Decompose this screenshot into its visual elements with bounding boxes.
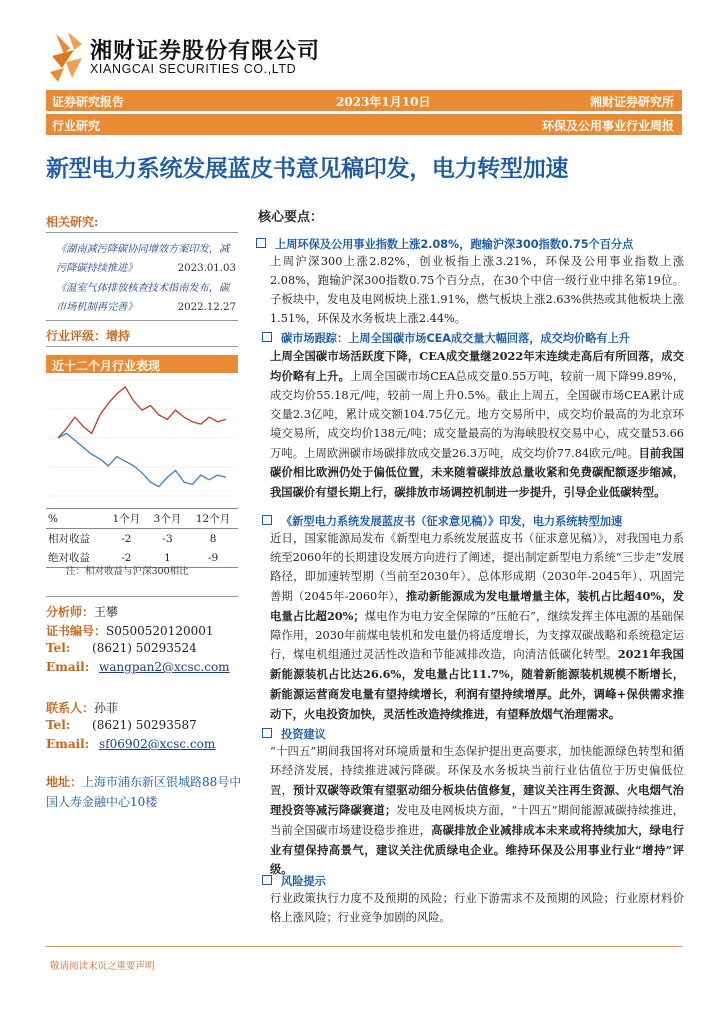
performance-note: 注：相对收益与沪深300相比	[66, 566, 189, 577]
table-header: 1个月	[112, 513, 141, 525]
related-link-2[interactable]: 《温室气体排放核查技术指南发布，碳市场机制再完善》 2022.12.27	[56, 283, 236, 313]
address: 地址：上海市浦东新区银城路88号中国人寿金融中心10楼	[46, 775, 242, 809]
section-heading-index: 上周环保及公用事业指数上涨2.08%，跑输沪深300指数0.75个百分点	[256, 236, 686, 252]
contact-email-link[interactable]: sf06902@xcsc.com	[99, 737, 216, 751]
divider	[46, 320, 238, 321]
core-points-heading: 核心要点：	[258, 210, 324, 225]
table-cell: -2	[121, 532, 132, 545]
table-cell: 绝对收益	[48, 552, 90, 564]
footer-divider	[46, 946, 682, 947]
divider	[46, 232, 238, 233]
footer-disclaimer: 敬请阅读末页之重要声明	[50, 961, 155, 972]
table-header: %	[48, 512, 58, 525]
table-cell: 1	[164, 551, 171, 564]
section-heading-carbon: 碳市场跟踪：上周全国碳市场CEA成交量大幅回落，成交均价略有上升	[262, 330, 692, 346]
chart-title: 近十二个月行业表现	[46, 355, 238, 373]
performance-chart	[46, 376, 238, 500]
table-header: 3个月	[153, 513, 182, 525]
company-name-en: XIANGCAI SECURITIES CO.,LTD	[90, 62, 297, 76]
header-bar-1	[46, 90, 682, 111]
section-heading-risk: 风险提示	[262, 873, 692, 889]
report-category: 行业研究	[52, 119, 101, 133]
related-research-heading: 相关研究:	[46, 215, 99, 229]
table-cell: -3	[162, 532, 173, 545]
analyst-email-link[interactable]: wangpan2@xcsc.com	[99, 660, 230, 674]
sector-weekly: 环保及公用事业行业周报	[541, 119, 674, 133]
square-bullet-icon	[262, 875, 272, 885]
contact-tel: Tel: (8621) 50293587	[46, 718, 197, 732]
para-index: 上周沪深300上涨2.82%，创业板指上涨3.21%，环保及公用事业指数上涨2.08%，跑输沪深300指数0.75个百分点，在30个中信一级行业中排名第19位。子板块中，发电及电网板块上涨1.91%，燃气板块上涨2.63%供热或其他板块上涨1.51%，环保及水务板块上涨2.44%。	[270, 255, 684, 325]
header-bar-2	[46, 114, 682, 135]
contact-email: Email: sf06902@xcsc.com	[46, 737, 216, 751]
rating-value: 增持	[106, 329, 131, 343]
square-bullet-icon	[262, 728, 272, 738]
table-header-row	[46, 509, 238, 529]
analyst: 分析师：王攀	[46, 605, 119, 619]
para-carbon: 上周全国碳市场活跃度下降，CEA成交量继2022年末连续走高后有所回落，成交均价略有上升。上周全国碳市场CEA总成交量0.55万吨，较前一周下降99.89%，成交均价55.18元/吨，较前一周上升0.5%。截止上周五，全国碳市场CEA累计成交量2.3亿吨，累计成交额104.75亿元。地方交易所中，成交均价最高的为北京环境交易所，成交均价138元/吨；成交量最高的为海峡股权交易中心，成交量53.66万吨。上周欧洲碳市场碳排放成交量26.3万吨，成交均价77.84欧元/吨。目前我国碳价相比欧洲仍处于偏低位置，未来随着碳排放总量收紧和免费碳配额逐步缩减，我国碳价有望长期上行，碳排放市场调控机制进一步提升，引导企业低碳转型。	[270, 349, 684, 500]
table-cell: 8	[209, 532, 217, 545]
page-title: 新型电力系统发展蓝皮书意见稿印发，电力转型加速	[46, 156, 569, 182]
series-line-1	[58, 433, 226, 486]
divider	[46, 596, 238, 597]
table-cell: -2	[121, 551, 132, 564]
analyst-tel: Tel: (8621) 50293524	[46, 641, 197, 655]
table-cell: -9	[207, 551, 219, 564]
section-heading-advice: 投资建议	[262, 726, 692, 742]
square-bullet-icon	[262, 515, 272, 525]
certificate: 证书编号：S0500520120001	[46, 624, 214, 638]
report-date: 2023年1月10日	[336, 95, 431, 109]
divider	[46, 346, 238, 347]
para-advice: “十四五”期间我国将对环境质量和生态保护提出更高要求，加快能源绿色转型和循环经济发展，持续推进减污降碳。环保及水务板块当前行业估值位于历史偏低位置，预计双碳等政策有望驱动细分板块估值修复，建议关注再生资源、火电烟气治理投资等减污降碳赛道；发电及电网板块方面，“十四五”期间能源减碳持续推进，当前全国碳市场建设稳步推进，高碳排放企业减排成本未来或将持续加大，绿电行业有望保持高景气，建议关注优质绿电企业。维持环保及公用事业行业“增持”评级。	[270, 745, 684, 877]
square-bullet-icon	[262, 332, 272, 342]
logo-mark-icon	[46, 28, 88, 84]
report-type: 证券研究报告	[52, 95, 125, 109]
company-name-cn: 湘财证券股份有限公司	[90, 39, 321, 64]
table-header: 12个月	[195, 513, 231, 525]
contact-person: 联系人：孙菲	[46, 701, 119, 715]
series-line-0	[58, 387, 226, 438]
section-heading-bluebook: 《新型电力系统发展蓝皮书（征求意见稿）》印发，电力系统转型加速	[262, 513, 692, 529]
square-bullet-icon	[256, 238, 266, 248]
table-row	[46, 529, 238, 549]
institute: 湘财证券研究所	[589, 95, 674, 109]
industry-rating: 行业评级：增持	[46, 329, 131, 343]
para-bluebook: 近日，国家能源局发布《新型电力系统发展蓝皮书（征求意见稿）》，对我国电力系统至2060年的长期建设发展方向进行了阐述，提出制定新型电力系统“三步走”发展路径，即加速转型期（当前至2030年）、总体形成期（2030年-2045年）、巩固完善期（2045年-2060年），推动新能源成为发电量增量主体，装机占比超40%，发电量占比超20%；煤电作为电力安全保障的“压舱石”，继续发挥主体电源的基础保障作用，2030年前煤电装机和发电量仍将适度增长，为支撑双碳战略和系统稳定运行，煤电机组通过灵活性改造和节能减排改造，向清洁低碳化转型。2021年我国新能源装机占比达26.6%，发电量占比11.7%，随着新能源装机规模不断增长，新能源运营商发电量有望持续增长，利润有望持续增厚。此外，调峰+保供需求推动下，火电投资加快，灵活性改造持续推进，有望释放烟气治理需求。	[270, 532, 684, 722]
analyst-email: Email: wangpan2@xcsc.com	[46, 660, 230, 674]
para-risk: 行业政策执行力度不及预期的风险；行业下游需求不及预期的风险；行业原材料价格上涨风险；行业竞争加剧的风险。	[270, 892, 684, 924]
performance-table	[46, 508, 238, 568]
related-link-1[interactable]: 《湖南减污降碳协同增效方案印发，减污降碳持续推进》 2023.01.03	[56, 244, 236, 274]
table-cell: 相对收益	[48, 533, 90, 545]
